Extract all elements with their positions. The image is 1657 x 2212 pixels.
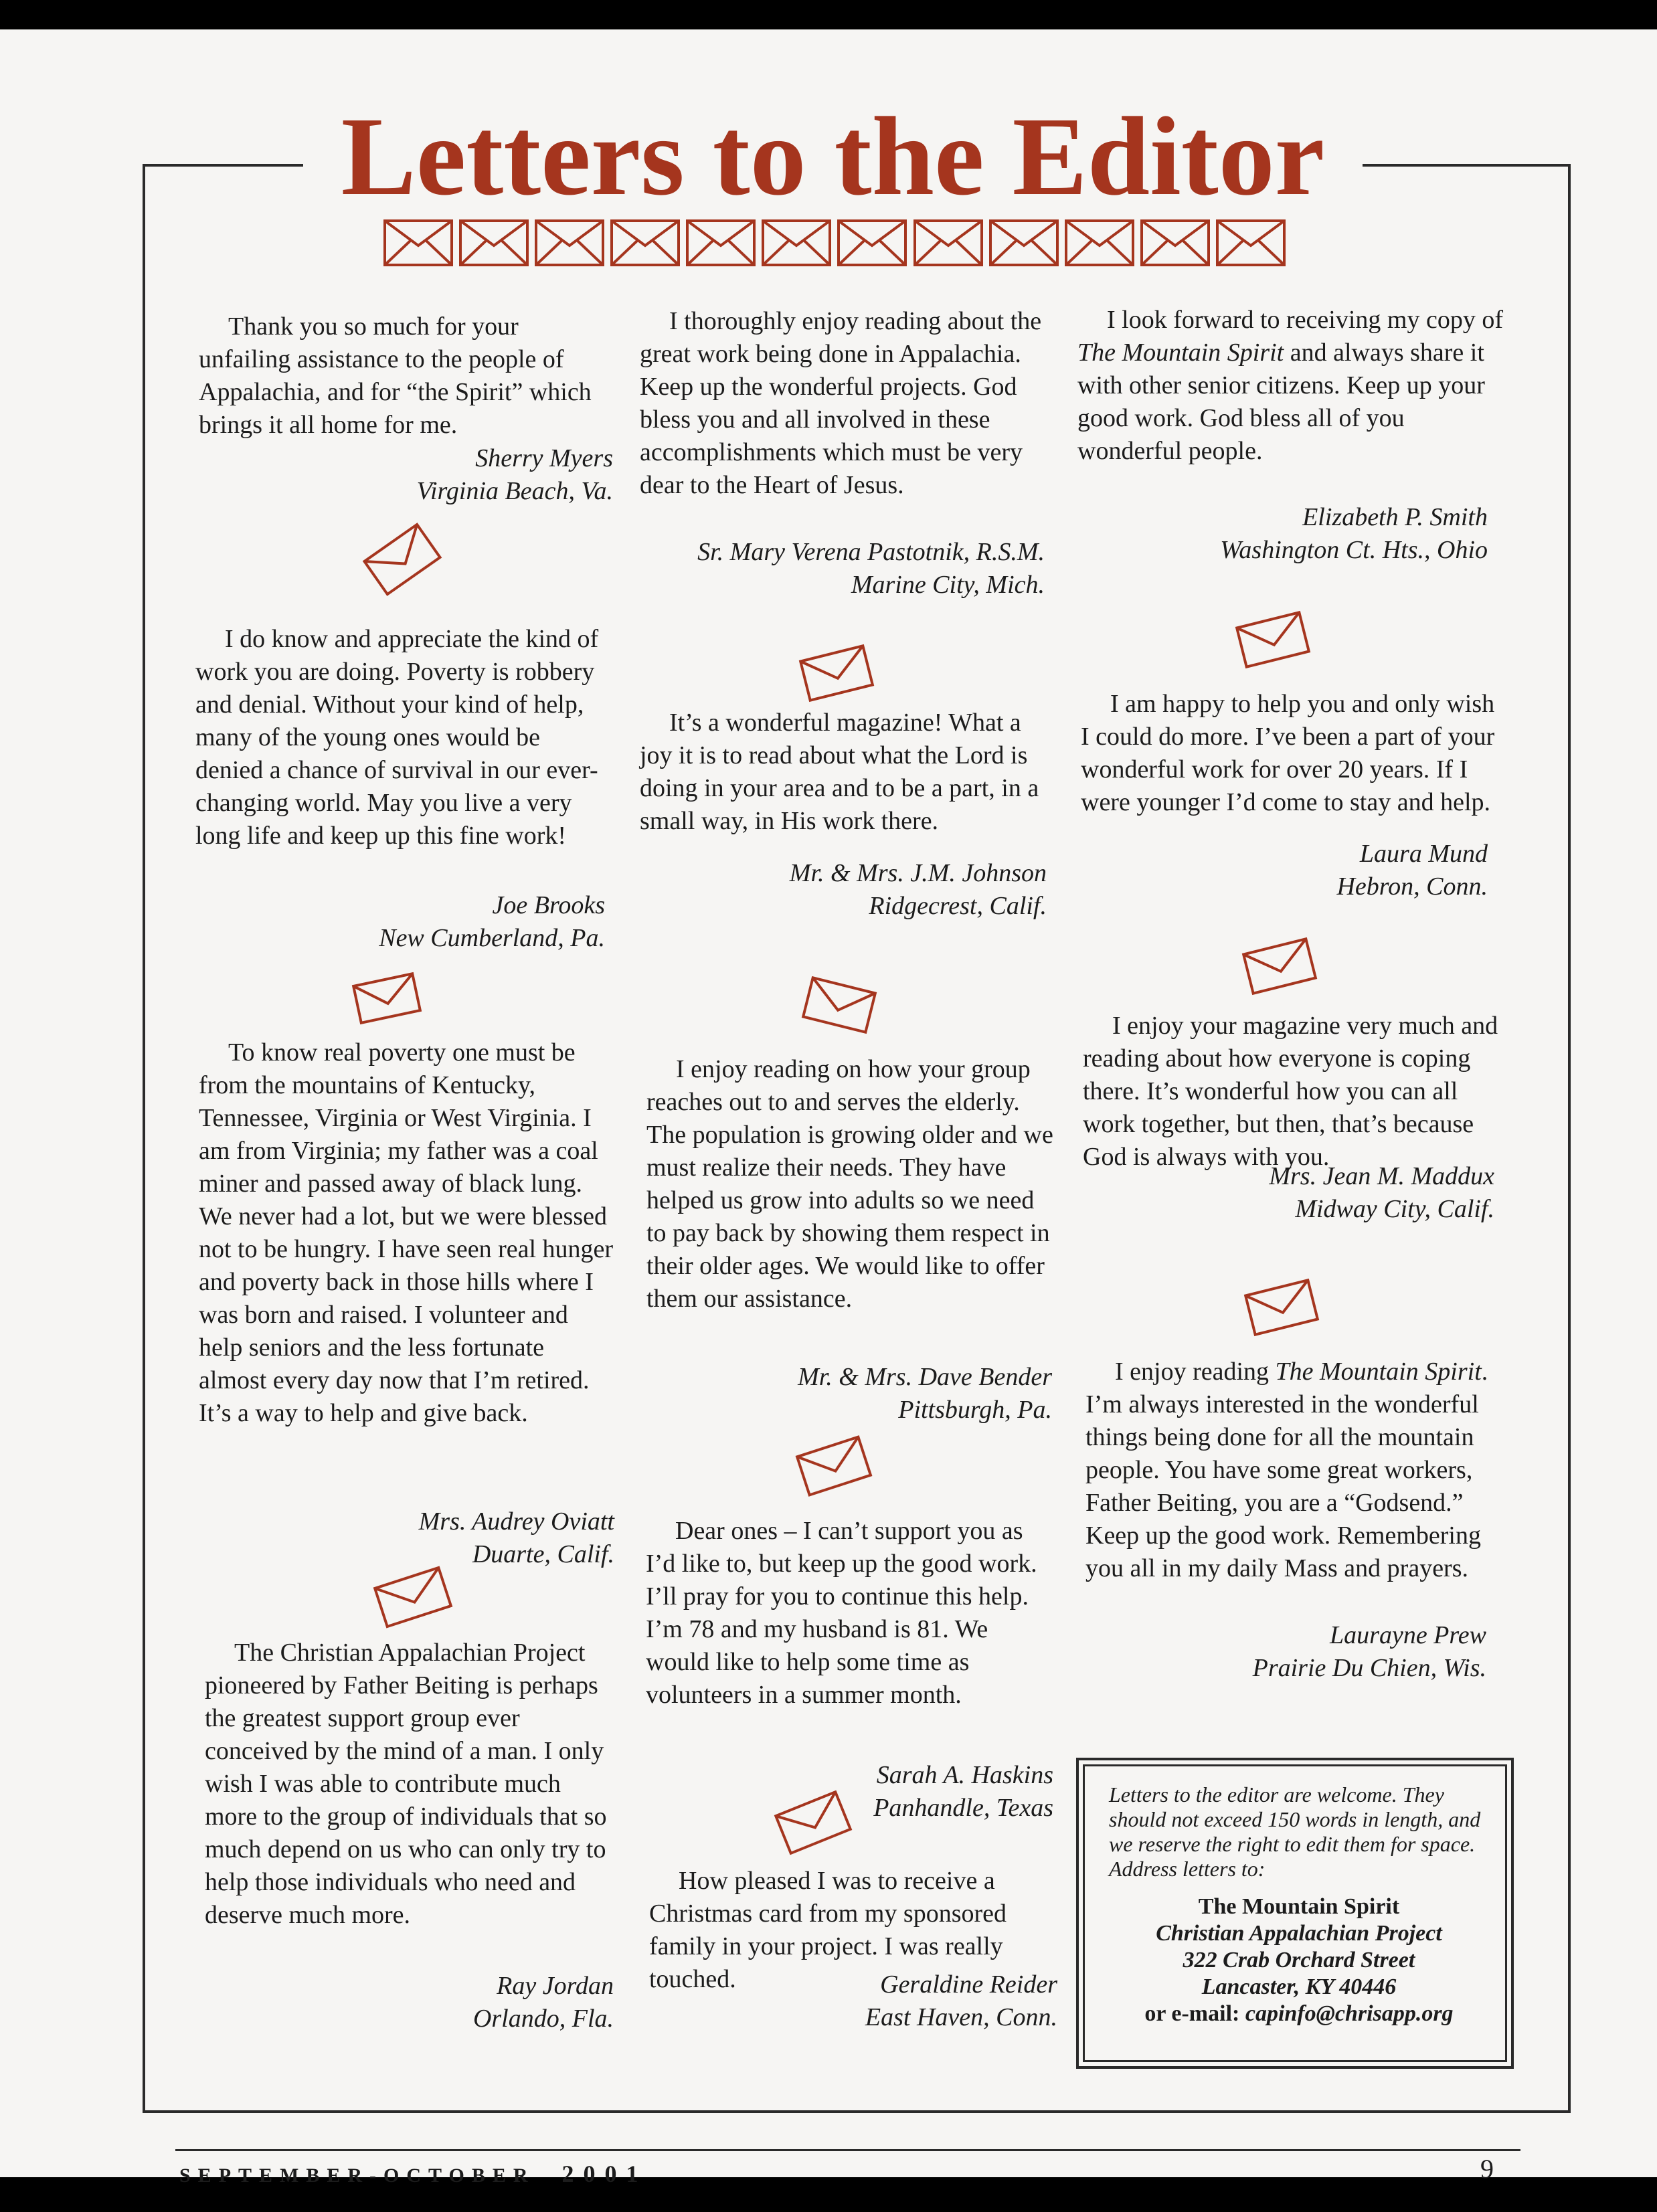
envelope-icon (988, 219, 1059, 267)
letter-signature (873, 1759, 1053, 1825)
letter-signature (417, 442, 613, 508)
envelope-icon (773, 1789, 853, 1859)
envelope-icon (913, 219, 984, 267)
letter-body: To know real poverty one must be from the mountains of Kentucky, Tennessee, Virginia or West Virginia. I am from Virginia; my father was a coal miner and passed away of black lung. We never had a lot, but we were blessed not to be hungry. I have seen real hunger and poverty back in those hills where I was born and raised. I volunteer and help seniors and the less fortunate almost every day now that I’m retired. It’s a way to help and give back. (199, 1038, 614, 1427)
footer-rule (175, 2149, 1520, 2151)
frame-rule-left (143, 164, 303, 167)
email-prefix: or e-mail: (1144, 2001, 1240, 2026)
email-address: capinfo@chrisapp.org (1245, 2001, 1454, 2026)
letter-body: The Christian Appalachian Project pioneered by Father Beiting is perhaps the greatest support group ever conceived by the mind of a man. I only wish I was able to contribute much more to the group of individuals that so much depend on us who can only try to help those individuals who need and deserve much more. (205, 1639, 607, 1929)
frame-rule-right (1363, 164, 1571, 167)
signature-name: Mr. & Mrs. J.M. Johnson (789, 859, 1047, 887)
signature-place: Ridgecrest, Calif. (869, 892, 1047, 920)
notice-inner-frame (1083, 1764, 1507, 2062)
magazine-title: The Mountain Spirit (1077, 339, 1284, 367)
page-number: 9 (1480, 2154, 1494, 2184)
letter-signature (1220, 501, 1488, 567)
letter-body: I do know and appreciate the kind of work you are doing. Poverty is robbery and denial. Without your kind of help, many of the young ones would be denied a chance of survival in our ever-changing world. May you live a very long life and keep up this fine work! (195, 625, 599, 850)
letter-body (1077, 304, 1506, 468)
envelope-icon (837, 219, 907, 267)
letter-text: I look forward to receiving my copy of (1107, 306, 1503, 334)
letter-text: I enjoy reading (1115, 1358, 1276, 1386)
letter-signature (1253, 1619, 1486, 1685)
issue-year: 2001 (561, 2160, 648, 2187)
notice-text: Letters to the editor are welcome. They should not exceed 150 words in length, and we reserve the right to edit them for space. Address letters to: (1109, 1782, 1481, 1881)
envelope-banner (383, 219, 1286, 267)
envelope-icon (799, 972, 879, 1042)
letter-body: Thank you so much for your unfailing assistance to the people of Appalachia, and for “the Spirit” which brings it all home for me. (199, 312, 592, 439)
letter-signature (865, 1968, 1057, 2034)
magazine-title: The Mountain Spirit (1275, 1358, 1482, 1386)
signature-name: Joe Brooks (492, 891, 605, 919)
magazine-page (0, 29, 1657, 2187)
letter-signature (790, 857, 1047, 923)
envelope-icon (761, 219, 832, 267)
envelope-icon (1239, 933, 1320, 1003)
signature-place: Prairie Du Chien, Wis. (1252, 1654, 1486, 1682)
envelope-icon (1233, 606, 1313, 676)
address-project: Christian Appalachian Project (1156, 1921, 1442, 1946)
address-email-line (1109, 2001, 1489, 2027)
signature-place: Midway City, Calif. (1295, 1195, 1494, 1223)
signature-place: New Cumberland, Pa. (379, 924, 605, 952)
letter-text: and always share it with other senior citizens. Keep up your good work. God bless all of you wonderful people. (1077, 339, 1485, 465)
signature-place: Marine City, Mich. (851, 571, 1045, 599)
letter-body (1085, 1356, 1514, 1585)
envelope-icon (796, 640, 877, 710)
signature-name: Geraldine Reider (880, 1970, 1057, 1999)
signature-place: East Haven, Conn. (865, 2003, 1057, 2031)
mailing-address (1109, 1894, 1489, 2027)
letter-signature (473, 1970, 614, 2035)
letter-text: . I’m always interested in the wonderful things being done for all the mountain people. You have some great workers, Father Beiting, you are a “Godsend.” Keep up the good work. Remembering you all in my daily Mass and prayers. (1085, 1358, 1488, 1582)
envelope-icon (685, 219, 756, 267)
envelope-icon (458, 219, 529, 267)
address-org: The Mountain Spirit (1198, 1894, 1400, 1919)
envelope-icon (1140, 219, 1211, 267)
signature-place: Panhandle, Texas (873, 1794, 1053, 1822)
signature-name: Mr. & Mrs. Dave Bender (798, 1363, 1052, 1391)
letter-signature (1269, 1160, 1494, 1226)
envelope-icon (362, 519, 442, 603)
letter-body: I enjoy your magazine very much and reading about how everyone is coping there. It’s wonderful how you can all work together, but then, that’s because God is always with you. (1083, 1012, 1498, 1171)
signature-place: Pittsburgh, Pa. (898, 1396, 1052, 1424)
envelope-icon (794, 1433, 874, 1503)
signature-place: Hebron, Conn. (1336, 872, 1488, 901)
submission-notice (1076, 1758, 1514, 2069)
signature-name: Ray Jordan (497, 1972, 614, 2000)
envelope-icon (1064, 219, 1135, 267)
letter-body: I am happy to help you and only wish I could do more. I’ve been a part of your wonderful work for over 20 years. If I were younger I’d come to stay and help. (1081, 690, 1495, 816)
letter-signature (798, 1361, 1052, 1426)
envelope-icon (1215, 219, 1286, 267)
signature-place: Orlando, Fla. (472, 2005, 614, 2033)
letter-body: I thoroughly enjoy reading about the great work being done in Appalachia. Keep up the wonderful projects. God bless you and all involved in these accomplishments which must be very dear to the Heart of Jesus. (640, 307, 1042, 499)
envelope-icon (1241, 1274, 1322, 1344)
signature-place: Duarte, Calif. (472, 1540, 614, 1568)
envelope-icon (610, 219, 681, 267)
signature-name: Sarah A. Haskins (876, 1761, 1053, 1789)
letter-body: How pleased I was to receive a Christmas card from my sponsored family in your project. I was really touched. (649, 1867, 1007, 1993)
issue-date (179, 2160, 648, 2188)
letter-body: Dear ones – I can’t support you as I’d like to, but keep up the good work. I’ll pray for you to continue this help. I’m 78 and my husband is 81. We would like to help some time as volunteers in a summer month. (646, 1517, 1037, 1709)
letter-signature (379, 889, 605, 955)
envelope-icon (350, 965, 424, 1035)
signature-name: Mrs. Audrey Oviatt (418, 1507, 614, 1536)
signature-name: Sherry Myers (475, 444, 613, 472)
page-title: Letters to the Editor (341, 94, 1325, 219)
letter-signature (1336, 838, 1488, 903)
envelope-icon (534, 219, 605, 267)
letter-body: I enjoy reading on how your group reaches out to and serves the elderly. The population is growing older and we must realize their needs. They have helped us grow into adults so we need to pay back by showing them respect in their older ages. We would like to offer them our assistance. (646, 1055, 1053, 1313)
signature-place: Washington Ct. Hts., Ohio (1220, 536, 1488, 564)
address-city: Lancaster, KY 40446 (1201, 1974, 1397, 1999)
signature-name: Sr. Mary Verena Pastotnik, R.S.M. (697, 538, 1045, 566)
signature-name: Elizabeth P. Smith (1302, 503, 1488, 531)
letter-body: It’s a wonderful magazine! What a joy it is to read about what the Lord is doing in your area and to be a part, in a small way, in His work there. (640, 709, 1039, 835)
envelope-icon (369, 1564, 456, 1634)
signature-place: Virginia Beach, Va. (416, 477, 613, 505)
address-street: 322 Crab Orchard Street (1183, 1948, 1415, 1972)
letter-signature (419, 1505, 614, 1571)
signature-name: Laurayne Prew (1330, 1621, 1486, 1649)
envelope-icon (383, 219, 454, 267)
signature-name: Laura Mund (1359, 840, 1488, 868)
letter-signature (697, 536, 1045, 602)
issue-months: SEPTEMBER-OCTOBER (179, 2164, 535, 2187)
signature-name: Mrs. Jean M. Maddux (1269, 1162, 1494, 1190)
